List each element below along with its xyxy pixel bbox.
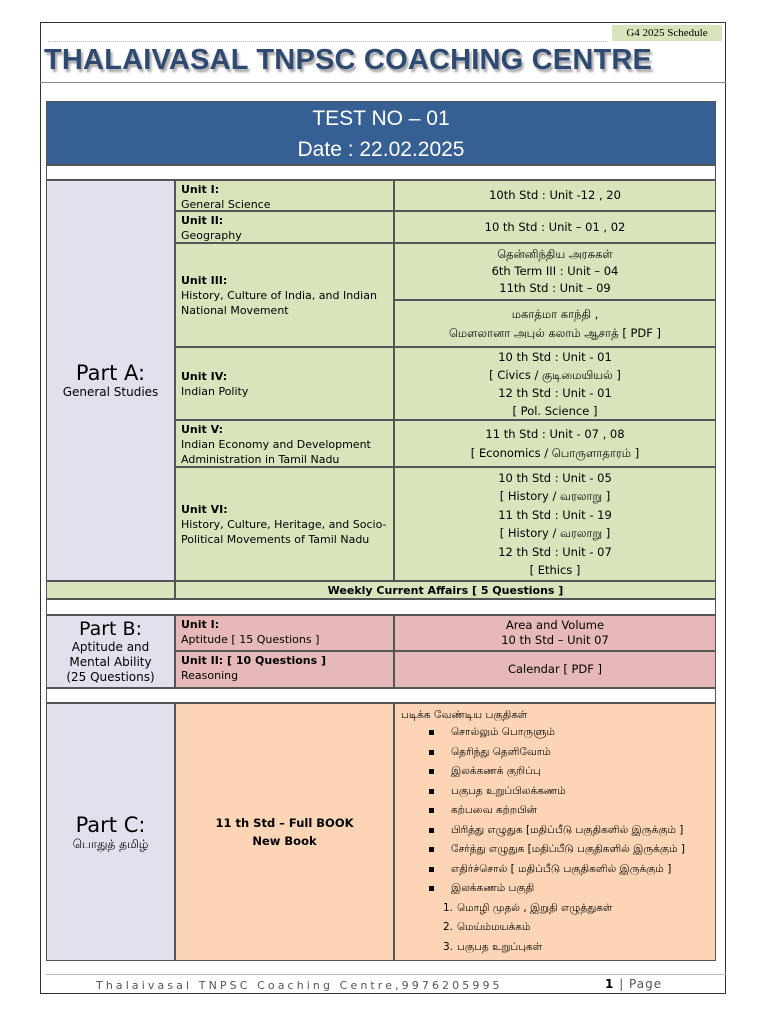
unit-5-number: Unit V: xyxy=(181,423,224,436)
part-c-topics xyxy=(394,703,716,961)
syllabus-line: 11 th Std : Unit - 19 xyxy=(498,507,612,522)
syllabus-line: 10 th Std : Unit - 05 xyxy=(498,470,612,485)
unit-6-syllabus xyxy=(394,467,716,581)
part-b-unit-1 xyxy=(175,615,394,651)
book-line: New Book xyxy=(252,834,317,848)
part-b-unit-1-number: Unit I: xyxy=(181,618,220,631)
unit-3-syllabus xyxy=(394,243,716,300)
list-item: சொல்லும் பொருளும் xyxy=(401,723,709,743)
title-divider xyxy=(40,82,726,83)
numbered-item xyxy=(401,918,709,938)
syllabus-line: 11th Std : Unit – 09 xyxy=(499,281,611,295)
part-b-unit-2-number: Unit II: [ 10 Questions ] xyxy=(181,654,327,667)
footer-divider xyxy=(46,974,726,975)
syllabus-line: 10th Std : Unit -12 , 20 xyxy=(489,188,621,202)
topics-heading: படிக்க வேண்டிய பகுதிகள் xyxy=(401,709,528,721)
numbered-item xyxy=(401,938,709,958)
syllabus-line: மௌலானா அபுல் கலாம் ஆசாத் [ PDF ] xyxy=(448,325,662,340)
unit-3-syllabus-extra xyxy=(394,300,716,347)
page-number xyxy=(605,977,662,991)
spacer-row xyxy=(46,688,716,703)
unit-6 xyxy=(175,467,394,581)
item-number: 1. xyxy=(442,901,453,914)
test-date: Date : 22.02.2025 xyxy=(297,138,465,161)
page-number-value: 1 xyxy=(605,977,615,991)
part-c-title: Part C: xyxy=(75,812,146,837)
unit-3-number: Unit III: xyxy=(181,273,228,287)
part-c-book xyxy=(175,703,394,961)
list-item: தெரிந்து தெளிவோம் xyxy=(401,743,709,763)
part-a-subtitle: General Studies xyxy=(62,385,159,399)
unit-1-number: Unit I: xyxy=(181,183,220,196)
syllabus-line: [ Civics / குடிமையியல் ] xyxy=(489,367,621,382)
unit-2 xyxy=(175,211,394,243)
unit-5-name: Indian Economy and Development Administration in Tamil Nadu xyxy=(181,438,371,466)
syllabus-line: [ History / வரலாறு ] xyxy=(499,526,611,540)
unit-3-name: History, Culture of India, and Indian National Movement xyxy=(181,288,377,317)
unit-1-syllabus xyxy=(394,180,716,211)
syllabus-line: [ History / வரலாறு ] xyxy=(499,489,611,503)
current-affairs-text: Weekly Current Affairs [ 5 Questions ] xyxy=(327,583,564,597)
current-affairs xyxy=(175,581,716,599)
list-item: பகுபத உறுப்பிலக்கணம் xyxy=(401,782,709,802)
item-number: 2. xyxy=(442,921,453,933)
unit-2-syllabus xyxy=(394,211,716,243)
test-header xyxy=(46,101,716,165)
unit-6-number: Unit VI: xyxy=(181,502,228,516)
syllabus-line: 6th Term III : Unit – 04 xyxy=(491,264,619,278)
unit-1 xyxy=(175,180,394,211)
part-a-title: Part A: xyxy=(75,361,146,385)
footer-text: Thalaivasal TNPSC Coaching Centre,9976205995 xyxy=(96,979,503,992)
schedule-table xyxy=(46,101,716,961)
syllabus-line: 10 th Std : Unit – 01 , 02 xyxy=(484,219,626,234)
list-item: இலக்கணம் பகுதி xyxy=(401,879,709,899)
schedule-badge: G4 2025 Schedule xyxy=(612,25,722,41)
spacer-row xyxy=(46,165,716,180)
numbered-item xyxy=(401,899,709,919)
unit-2-name: Geography xyxy=(181,229,242,242)
unit-4 xyxy=(175,347,394,420)
part-c-label xyxy=(46,703,175,961)
unit-4-syllabus xyxy=(394,347,716,420)
item-text: மெய்ம்மயக்கம் xyxy=(457,921,531,933)
unit-4-number: Unit IV: xyxy=(181,369,228,383)
part-b-unit-2 xyxy=(175,651,394,688)
spacer-row xyxy=(46,599,716,615)
syllabus-line: 12 th Std : Unit - 01 xyxy=(498,385,612,400)
part-b-unit-1-name: Aptitude [ 15 Questions ] xyxy=(181,633,320,646)
part-b-title: Part B: xyxy=(79,618,142,640)
syllabus-line: 10 th Std – Unit 07 xyxy=(501,633,609,647)
list-item: சேர்த்து எழுதுக [மதிப்பீடு பகுதிகளில் இருக்கும் ] xyxy=(401,840,709,860)
syllabus-line: 12 th Std : Unit - 07 xyxy=(498,544,612,559)
part-b-subtitle: Aptitude and Mental Ability (25 Questions) xyxy=(66,640,155,684)
part-b-label xyxy=(46,615,175,688)
syllabus-line: [ Ethics ] xyxy=(529,563,581,577)
part-a-label xyxy=(46,180,175,581)
list-item: இலக்கணக் குறிப்பு xyxy=(401,762,709,782)
list-item: கற்பவை கற்றபின் xyxy=(401,801,709,821)
list-item: பிரித்து எழுதுக [மதிப்பீடு பகுதிகளில் இருக்கும் ] xyxy=(401,821,709,841)
book-line: 11 th Std – Full BOOK xyxy=(215,816,354,830)
unit-1-name: General Science xyxy=(181,198,271,211)
part-b-unit-1-syllabus xyxy=(394,615,716,651)
page-title: THALAIVASAL TNPSC COACHING CENTRE xyxy=(44,44,653,76)
syllabus-line: 11 th Std : Unit - 07 , 08 xyxy=(485,426,625,441)
item-number: 3. xyxy=(442,940,453,953)
part-b-unit-2-name: Reasoning xyxy=(181,669,239,682)
syllabus-line: [ Pol. Science ] xyxy=(512,403,598,418)
syllabus-line: 10 th Std : Unit - 01 xyxy=(498,349,612,364)
unit-3 xyxy=(175,243,394,347)
part-c-subtitle: பொதுத் தமிழ் xyxy=(72,836,149,851)
part-b-unit-2-syllabus xyxy=(394,651,716,688)
syllabus-line: Area and Volume xyxy=(505,618,605,632)
test-number: TEST NO – 01 xyxy=(312,107,450,130)
page-label: | Page xyxy=(619,977,663,991)
item-text: பகுபத உறுப்புகள் xyxy=(457,940,543,953)
unit-2-number: Unit II: xyxy=(181,214,224,227)
syllabus-line: [ Economics / பொருளாதாரம் ] xyxy=(470,445,640,460)
unit-5 xyxy=(175,420,394,467)
list-item: எதிர்ச்சொல் [ மதிப்பீடு பகுதிகளில் இருக்கும் ] xyxy=(401,860,709,880)
syllabus-line: தென்னிந்திய அரசுகள் xyxy=(497,247,613,261)
unit-5-syllabus xyxy=(394,420,716,467)
item-text: மொழி முதல் , இறுதி எழுத்துகள் xyxy=(457,901,613,914)
current-affairs-left xyxy=(46,581,175,599)
unit-6-name: History, Culture, Heritage, and Socio-Political Movements of Tamil Nadu xyxy=(181,517,387,546)
syllabus-line: Calendar [ PDF ] xyxy=(507,662,603,676)
syllabus-line: மகாத்மா காந்தி , xyxy=(511,306,599,321)
unit-4-name: Indian Polity xyxy=(181,384,249,398)
